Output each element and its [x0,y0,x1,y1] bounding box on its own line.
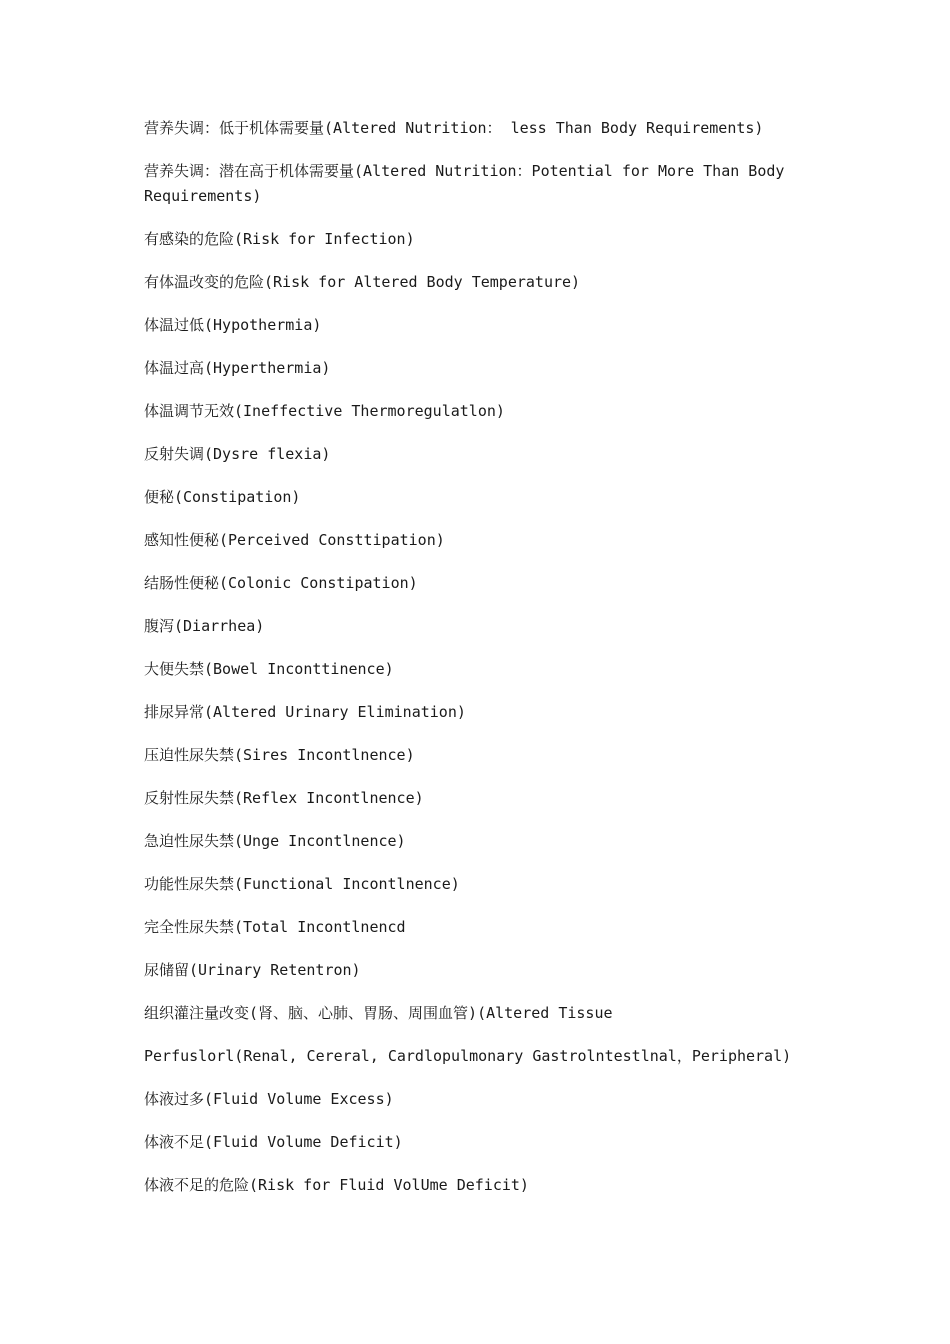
text-line: 腹泻(Diarrhea) [144,617,265,635]
text-line: 体温过低(Hypothermia) [144,316,322,334]
document-body [144,116,824,1216]
text-line: 功能性尿失禁(Functional Incontlnence) [144,875,460,893]
text-line: 体温过高(Hyperthermia) [144,359,331,377]
text-line: 急迫性尿失禁(Unge Incontlnence) [144,832,406,850]
text-line: 便秘(Constipation) [144,488,301,506]
text-line: 体液不足(Fluid Volume Deficit) [144,1133,403,1151]
text-line: 感知性便秘(Perceived Consttipation) [144,531,445,549]
text-line: 体温调节无效(Ineffective Thermoregulatlon) [144,402,505,420]
text-line: 有体温改变的危险(Risk for Altered Body Temperature) [144,273,581,291]
text-line: 体液不足的危险(Risk for Fluid VolUme Deficit) [144,1176,529,1194]
text-line: 有感染的危险(Risk for Infection) [144,230,415,248]
text-line: 反射失调(Dysre flexia) [144,445,331,463]
text-line: 体液过多(Fluid Volume Excess) [144,1090,394,1108]
text-line: 完全性尿失禁(Total Incontlnencd [144,918,406,936]
text-line: 营养失调：潜在高于机体需要量(Altered Nutrition：Potential for More Than Body Requirements) [144,162,794,205]
text-line: 组织灌注量改变(肾、脑、心肺、胃肠、周围血管)(Altered Tissue [144,1004,613,1022]
text-line: 反射性尿失禁(Reflex Incontlnence) [144,789,424,807]
text-line: 结肠性便秘(Colonic Constipation) [144,574,418,592]
text-line: 排尿异常(Altered Urinary Elimination) [144,703,466,721]
text-line: Perfuslorl(Renal, Cereral, Cardlopulmonary Gastrolntestlnal，Peripheral) [144,1047,792,1065]
text-line: 大便失禁(Bowel Inconttinence) [144,660,394,678]
text-line: 尿储留(Urinary Retentron) [144,961,361,979]
text-line: 压迫性尿失禁(Sires Incontlnence) [144,746,415,764]
text-line: 营养失调：低于机体需要量(Altered Nutrition： less Than Body Requirements) [144,119,764,137]
